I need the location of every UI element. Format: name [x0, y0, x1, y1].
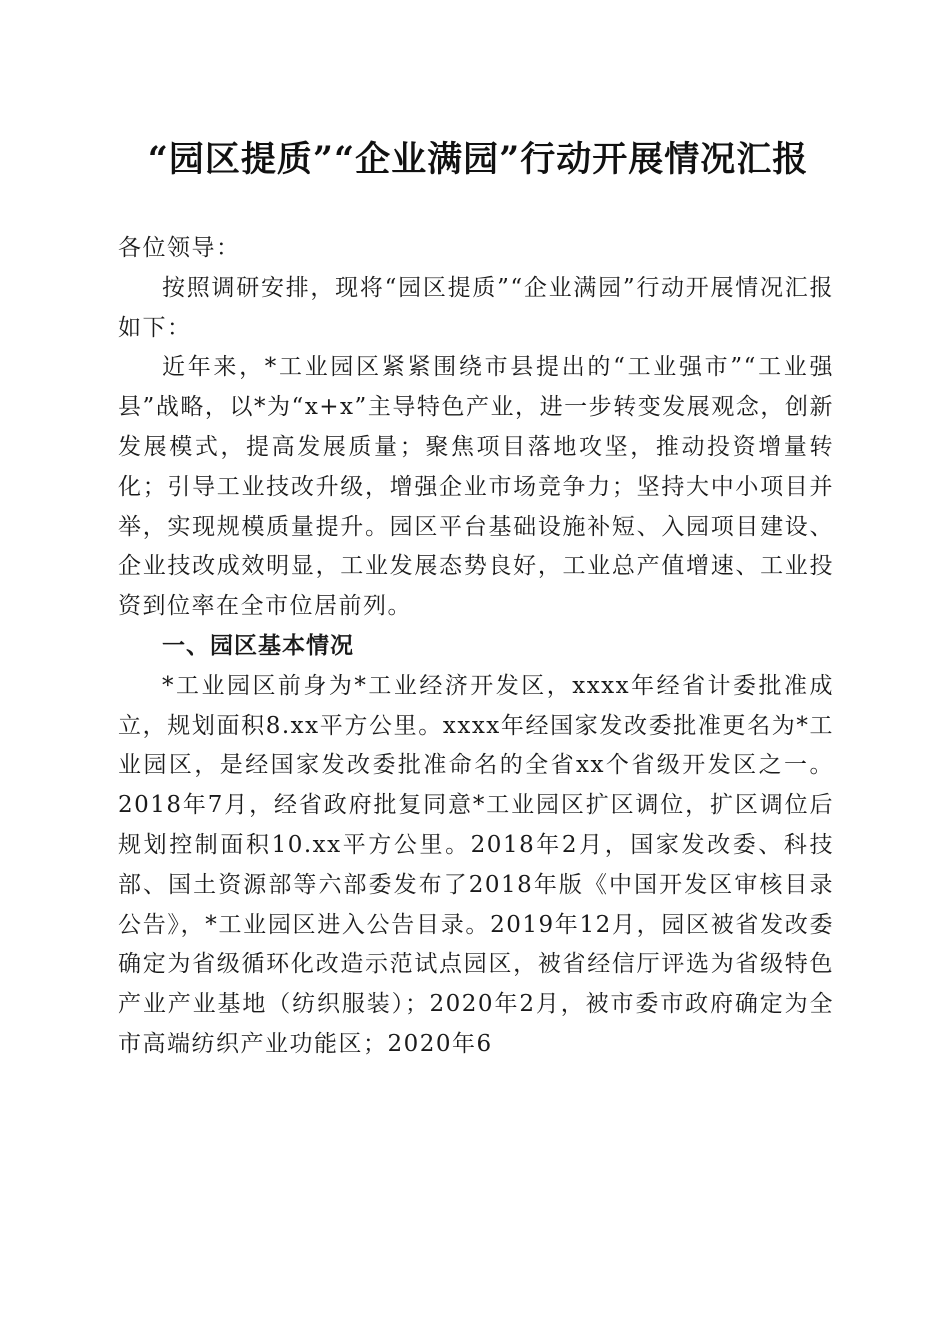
- section-heading: 一、园区基本情况: [162, 632, 354, 659]
- overview-paragraph: 近年来，*工业园区紧紧围绕市县提出的“工业强市”“工业强县”战略，以*为“x+x”主导特色产业，进一步转变发展观念，创新发展模式，提高发展质量；聚焦项目落地攻坚，推动投资增量转化；引导工业技改升级，增强企业市场竞争力；坚持大中小项目并举，实现规模质量提升。园区平台基础设施补短、入园项目建设、企业技改成效明显，工业发展态势良好，工业总产值增速、工业投资到位率在全市位居前列。: [118, 354, 834, 620]
- salutation: 各位领导：: [118, 235, 241, 261]
- document-body: [118, 229, 834, 1065]
- document-title: “园区提质”“企业满园”行动开展情况汇报: [147, 139, 809, 180]
- intro-paragraph: 按照调研安排，现将“园区提质”“企业满园”行动开展情况汇报如下：: [118, 274, 834, 341]
- section-paragraph: *工业园区前身为*工业经济开发区，xxxx年经省计委批准成立，规划面积8.xx平方公里。xxxx年经国家发改委批准更名为*工业园区，是经国家发改委批准命名的全省xx个省级开发区之一。2018年7月，经省政府批复同意*工业园区扩区调位，扩区调位后规划控制面积10.xx平方公里。2018年2月，国家发改委、科技部、国土资源部等六部委发布了2018年版《中国开发区审核目录公告》，*工业园区进入公告目录。2019年12月，园区被省发改委确定为省级循环化改造示范试点园区，被省经信厅评选为省级特色产业产业基地（纺织服装）；2020年2月，被市委市政府确定为全市高端纺织产业功能区；2020年6: [118, 672, 834, 1057]
